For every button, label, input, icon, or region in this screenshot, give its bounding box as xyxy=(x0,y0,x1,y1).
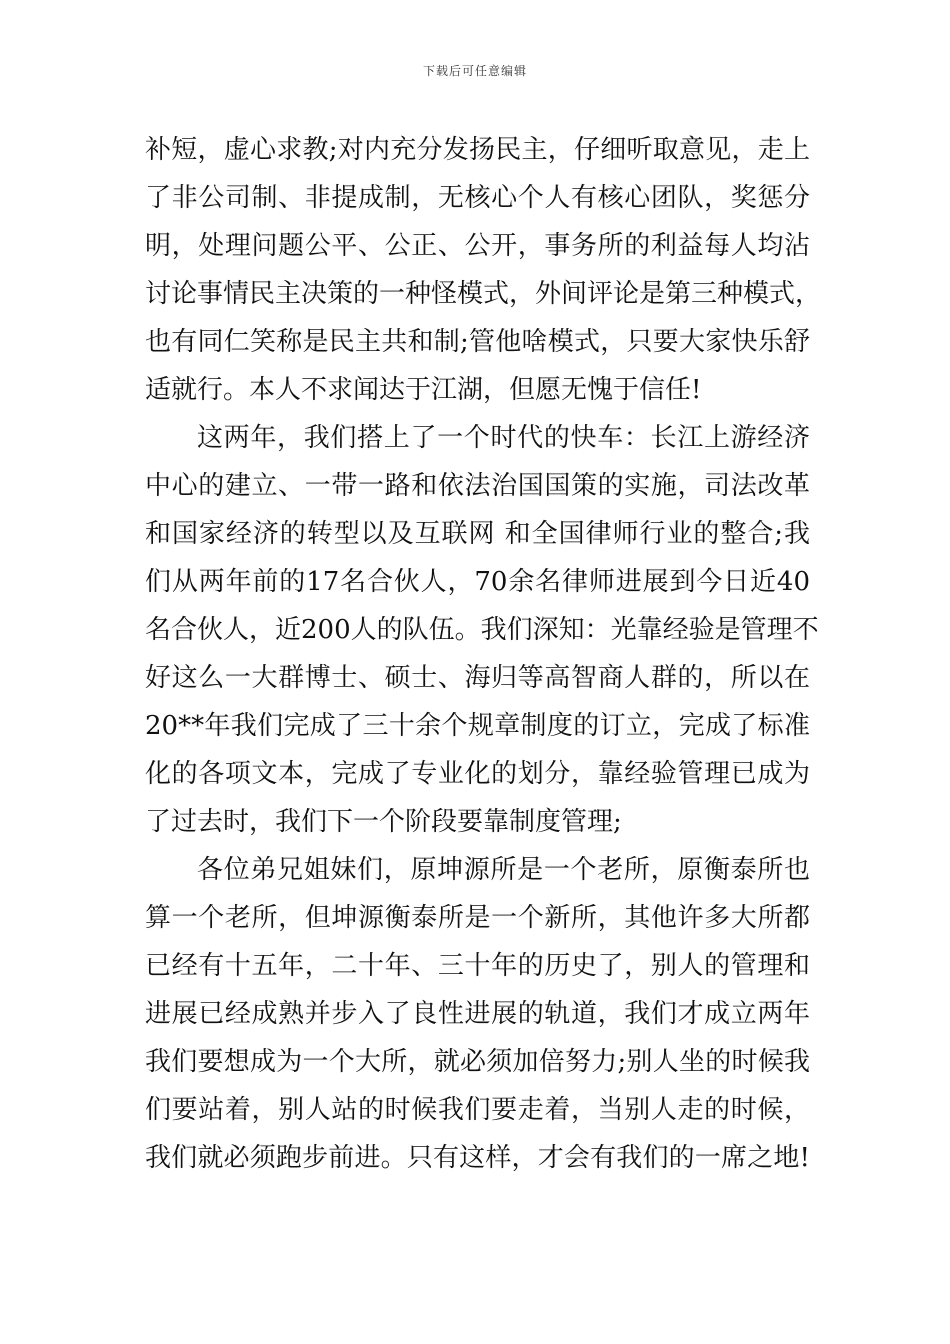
paragraph-line: 适就行。本人不求闻达于江湖，但愿无愧于信任! xyxy=(145,375,702,405)
paragraph-line: 各位弟兄姐妹们，原坤源所是一个老所，原衡泰所也 xyxy=(197,855,810,885)
paragraph-line: 了过去时，我们下一个阶段要靠制度管理; xyxy=(145,807,622,837)
paragraph-line: 们要站着，别人站的时候我们要走着，当别人走的时候， xyxy=(145,1095,810,1125)
paragraph-line: 了非公司制、非提成制，无核心个人有核心团队，奖惩分 xyxy=(145,183,810,213)
paragraph-line: 算一个老所，但坤源衡泰所是一个新所，其他许多大所都 xyxy=(145,903,810,933)
paragraph-line: 和国家经济的转型以及互联网 和全国律师行业的整合;我 xyxy=(145,519,810,549)
paragraph-line: 们从两年前的17名合伙人，70余名律师进展到今日近40 xyxy=(145,567,810,597)
paragraph-1 xyxy=(145,126,822,414)
paragraph-line: 已经有十五年，二十年、三十年的历史了，别人的管理和 xyxy=(145,951,810,981)
paragraph-line: 讨论事情民主决策的一种怪模式，外间评论是第三种模式， xyxy=(145,279,822,309)
page-header: 下载后可任意编辑 xyxy=(422,64,527,78)
paragraph-line: 我们要想成为一个大所，就必须加倍努力;别人坐的时候我 xyxy=(145,1047,810,1077)
paragraph-line: 明，处理问题公平、公正、公开，事务所的利益每人均沾 xyxy=(145,231,810,261)
paragraph-line: 也有同仁笑称是民主共和制;管他啥模式，只要大家快乐舒 xyxy=(145,327,810,357)
paragraph-line: 进展已经成熟并步入了良性进展的轨道，我们才成立两年 xyxy=(145,999,810,1029)
paragraph-line: 中心的建立、一带一路和依法治国国策的实施，司法改革 xyxy=(145,471,810,501)
paragraph-line: 化的各项文本，完成了专业化的划分，靠经验管理已成为 xyxy=(145,759,810,789)
paragraph-line: 好这么一大群博士、硕士、海归等高智商人群的，所以在 xyxy=(145,663,810,693)
paragraph-2 xyxy=(145,414,819,846)
paragraph-3 xyxy=(145,846,810,1182)
paragraph-line: 这两年，我们搭上了一个时代的快车：长江上游经济 xyxy=(197,423,810,453)
paragraph-line: 补短，虚心求教;对内充分发扬民主，仔细听取意见，走上 xyxy=(145,135,810,165)
paragraph-line: 20**年我们完成了三十余个规章制度的订立，完成了标准 xyxy=(145,711,810,741)
paragraph-line: 我们就必须跑步前进。只有这样，才会有我们的一席之地! xyxy=(145,1143,810,1173)
paragraph-line: 名合伙人，近200人的队伍。我们深知：光靠经验是管理不 xyxy=(145,615,819,645)
document-body xyxy=(145,126,822,1182)
